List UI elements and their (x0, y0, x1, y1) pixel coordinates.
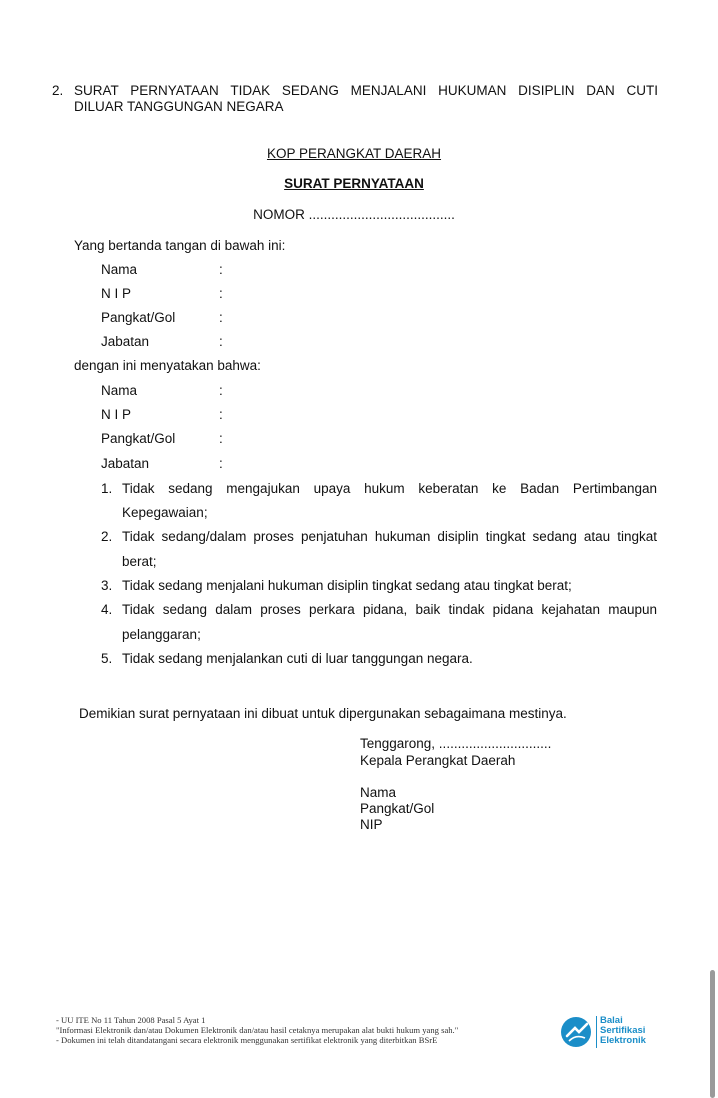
signature-name: Nama (360, 785, 397, 800)
statement-5-number: 5. (101, 651, 113, 666)
statement-2-number: 2. (101, 529, 113, 544)
subject-position-label: Jabatan (101, 456, 150, 471)
section-title-line1: SURAT PERNYATAAN TIDAK SEDANG MENJALANI HUKUMAN DISIPLIN DAN CUTI (74, 83, 658, 98)
signer-name-label: Nama (101, 262, 138, 277)
subject-name-label: Nama (101, 383, 138, 398)
kop-header (0, 146, 708, 161)
subject-nip-colon: : (219, 407, 223, 422)
kop-text: KOP PERANGKAT DAERAH (266, 146, 442, 161)
statement-4-line2: pelanggaran; (122, 627, 201, 642)
signature-rank: Pangkat/Gol (360, 801, 435, 816)
vertical-scrollbar[interactable] (710, 970, 715, 1098)
logo-line2: Sertifikasi (600, 1025, 646, 1036)
section-title-line2: DILUAR TANGGUNGAN NEGARA (74, 99, 284, 114)
footer-line1: - UU ITE No 11 Tahun 2008 Pasal 5 Ayat 1 (56, 1015, 206, 1025)
statement-3-line1: Tidak sedang menjalani hukuman disiplin tingkat sedang atau tingkat berat; (122, 578, 572, 593)
signer-nip-colon: : (219, 286, 223, 301)
footer-line3: - Dokumen ini telah ditandatangani secara elektronik menggunakan sertifikat elektronik yang diterbitkan BSrE (56, 1035, 438, 1045)
logo-line1: Balai (600, 1015, 623, 1026)
signer-rank-colon: : (219, 310, 223, 325)
signer-name-colon: : (219, 262, 223, 277)
signer-rank-label: Pangkat/Gol (101, 310, 176, 325)
signature-position: Kepala Perangkat Daerah (360, 753, 516, 768)
subject-name-colon: : (219, 383, 223, 398)
closing-text: Demikian surat pernyataan ini dibuat untuk dipergunakan sebagaimana mestinya. (79, 706, 567, 721)
signature-place-date: Tenggarong, .............................. (360, 736, 552, 751)
intro-text: Yang bertanda tangan di bawah ini: (74, 238, 286, 253)
logo-divider (596, 1016, 597, 1048)
signer-nip-label: N I P (101, 286, 132, 301)
signer-position-label: Jabatan (101, 334, 150, 349)
statement-2-line1: Tidak sedang/dalam proses penjatuhan hukuman disiplin tingkat sedang atau tingkat (122, 529, 657, 544)
subject-rank-colon: : (219, 431, 223, 446)
subject-nip-label: N I P (101, 407, 132, 422)
letter-number: NOMOR ....................................... (253, 207, 455, 222)
statement-1-line2: Kepegawaian; (122, 505, 208, 520)
bsre-logo-icon (560, 1016, 594, 1048)
statement-1-number: 1. (101, 481, 113, 496)
logo-line3: Elektronik (600, 1035, 646, 1046)
subject-rank-label: Pangkat/Gol (101, 431, 176, 446)
footer-line2: "Informasi Elektronik dan/atau Dokumen Elektronik dan/atau hasil cetaknya merupakan alat bukti hukum yang sah." (56, 1025, 459, 1035)
letter-title (0, 176, 708, 191)
statement-5-line1: Tidak sedang menjalankan cuti di luar tanggungan negara. (122, 651, 473, 666)
statement-3-number: 3. (101, 578, 113, 593)
letter-title-text: SURAT PERNYATAAN (284, 176, 424, 191)
declare-text: dengan ini menyatakan bahwa: (74, 358, 261, 373)
signature-nip: NIP (360, 817, 383, 832)
statement-4-number: 4. (101, 602, 113, 617)
statement-2-line2: berat; (122, 554, 157, 569)
subject-position-colon: : (219, 456, 223, 471)
statement-1-line1: Tidak sedang mengajukan upaya hukum keberatan ke Badan Pertimbangan (122, 481, 657, 496)
section-number: 2. (52, 83, 64, 98)
statement-4-line1: Tidak sedang dalam proses perkara pidana, baik tindak pidana kejahatan maupun (122, 602, 657, 617)
signer-position-colon: : (219, 334, 223, 349)
